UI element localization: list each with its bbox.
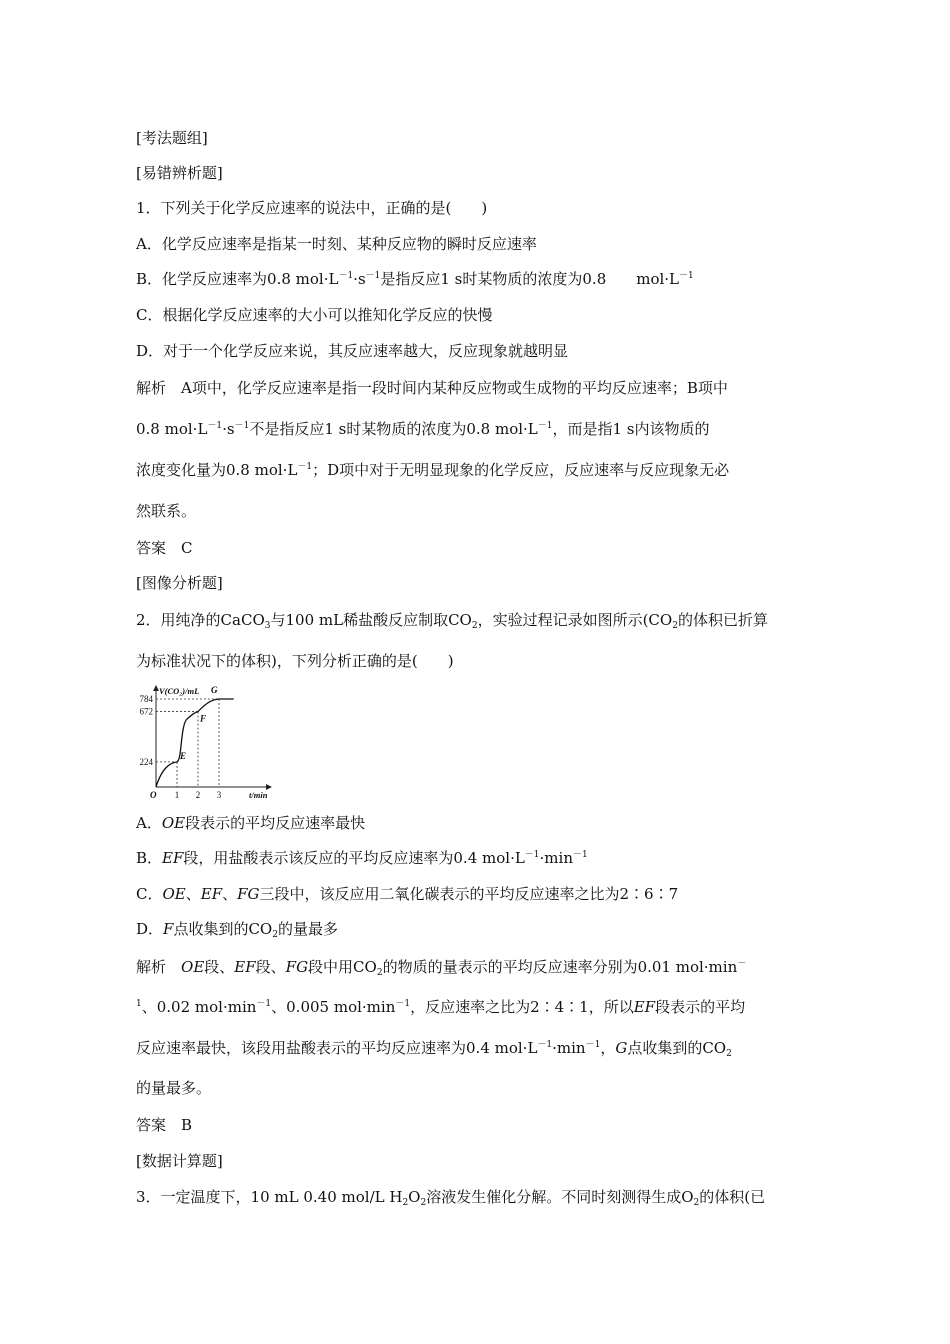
q2-answer: 答案 B	[136, 1116, 193, 1134]
section-shuju: [数据计算题]	[136, 1152, 223, 1170]
point-label-E: E	[180, 750, 187, 761]
section-kaofa: [考法题组]	[136, 129, 208, 147]
y-tick-224: 224	[139, 756, 153, 767]
x-tick-3: 3	[216, 790, 222, 800]
point-label-F: F	[200, 713, 207, 724]
q3-stem: 3．一定温度下，10 mL 0.40 mol/L $H_2O_2$溶液发生催化分解。不同时刻测得生成$O_2$的体积(已	[136, 1188, 766, 1208]
co2-volume-chart	[134, 683, 274, 801]
q1-stem: 1．下列关于化学反应速率的说法中，正确的是( )	[136, 199, 488, 217]
y-axis-label: V(CO₂)/mL	[159, 686, 200, 696]
section-yicuo: [易错辨析题]	[136, 164, 223, 182]
q1-answer: 答案 C	[136, 539, 193, 557]
y-tick-784: 784	[139, 694, 153, 704]
q1-explanation-3: 浓度变化量为0.8 $mol\cdot L^{-1}$；D项中对于无明显现象的化学反应，反应速率与反应现象无必	[136, 461, 730, 479]
q2-option-d: D．F点收集到的$CO_2$的量最多	[136, 920, 338, 940]
section-tuxiang: [图像分析题]	[136, 574, 223, 592]
q2-option-b: B．EF段，用盐酸表示该反应的平均反应速率为0.4 $mol\cdot L^{-1}\cdot\min^{-1}$	[136, 849, 588, 867]
q2-explanation-3: 反应速率最快，该段用盐酸表示的平均反应速率为0.4 $mol\cdot L^{-1}\cdot\min^{-1}$，G点收集到的$CO_2$	[136, 1039, 732, 1059]
chart-curve	[156, 699, 234, 787]
q2-option-a: A．OE段表示的平均反应速率最快	[136, 814, 366, 832]
x-axis-label: t/min	[249, 790, 268, 800]
q1-explanation-4: 然联系。	[136, 502, 197, 520]
chart-guides	[156, 699, 219, 787]
x-tick-2: 2	[195, 790, 201, 800]
q1-explanation-2: 0.8 $mol\cdot L^{-1}\cdot s^{-1}$不是指反应1 s时某物质的浓度为0.8 $mol\cdot L^{-1}$，而是指1 s内该物质的	[136, 420, 710, 438]
q1-option-b: B．化学反应速率为0.8 $mol\cdot L^{-1}\cdot s^{-1}$是指反应1 s时某物质的浓度为0.8 $mol\cdot L^{-1}$	[136, 270, 694, 288]
origin-label: O	[150, 790, 157, 800]
q2-explanation-1: 解析 OE段、EF段、FG段中用$CO_2$的物质的量表示的平均反应速率分别为0.01 mol·min－	[136, 958, 747, 978]
q2-stem-2: 为标准状况下的体积)，下列分析正确的是( )	[136, 652, 454, 670]
q2-explanation-4: 的量最多。	[136, 1079, 212, 1097]
q2-explanation-2: $^1$、0.02 $mol\cdot\min^{-1}$、0.005 $mol\cdot\min^{-1}$，反应速率之比为2∶4∶1，所以EF段表示的平均	[136, 998, 746, 1016]
q1-option-c: C．根据化学反应速率的大小可以推知化学反应的快慢	[136, 306, 493, 324]
q2-option-c: C．OE、EF、FG三段中，该反应用二氧化碳表示的平均反应速率之比为2∶6∶7	[136, 885, 679, 903]
q1-option-a: A．化学反应速率是指某一时刻、某种反应物的瞬时反应速率	[136, 235, 537, 253]
point-label-G: G	[211, 685, 218, 695]
q2-stem-1: 2．用纯净的CaCO$_3$与100 mL稀盐酸反应制取$CO_2$，实验过程记录如图所示($CO_2$的体积已折算	[136, 611, 768, 631]
reaction-curve	[156, 699, 234, 787]
q1-option-d: D．对于一个化学反应来说，其反应速率越大，反应现象就越明显	[136, 342, 569, 360]
y-tick-672: 672	[139, 706, 153, 717]
q1-explanation-1: 解析 A项中，化学反应速率是指一段时间内某种反应物或生成物的平均反应速率；B项中	[136, 379, 728, 397]
x-tick-1: 1	[174, 790, 180, 800]
chart-labels	[140, 685, 268, 800]
